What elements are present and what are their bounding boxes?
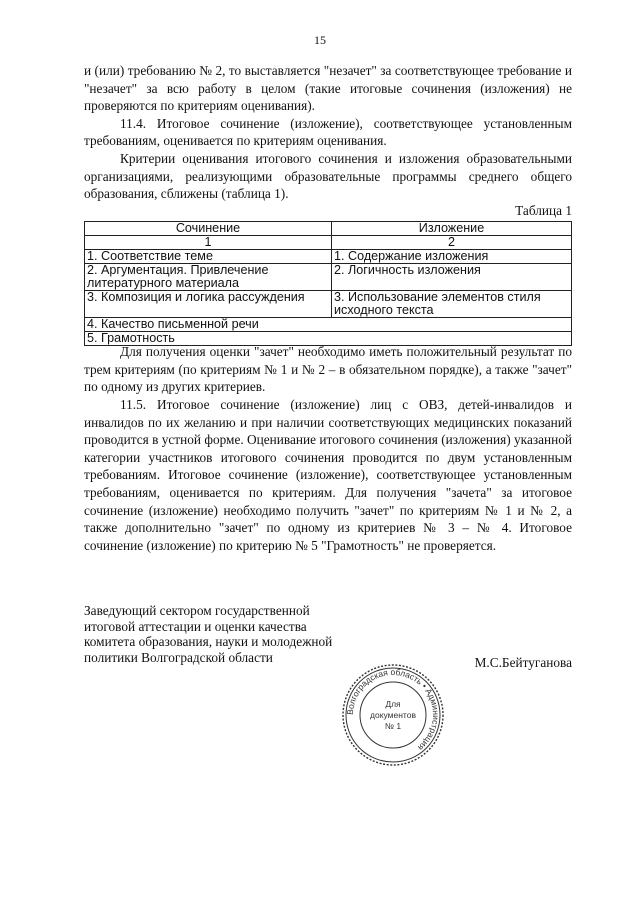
header-essay: Сочинение [85, 222, 332, 236]
signatory-name: М.С.Бейтуганова [474, 655, 572, 670]
table-cell: 5. Грамотность [85, 332, 572, 346]
stamp-center-line: документов [370, 710, 416, 720]
column-number-2: 2 [332, 236, 572, 250]
signature-position-line: Заведующий сектором государственной [84, 603, 310, 618]
paragraph-11-4: 11.4. Итоговое сочинение (изложение), соответствующее установленным требованиям, оценивается по критериям оценивания. [84, 115, 572, 149]
signature-position-line: итоговой аттестации и оценки качества [84, 618, 307, 634]
body-text-middle [84, 343, 572, 396]
signature-position-line: политики Волгоградской области [84, 649, 273, 665]
table-row [85, 264, 572, 291]
table-row [85, 250, 572, 264]
page-number: 15 [314, 33, 326, 47]
body-text-top [84, 62, 572, 203]
table-caption: Таблица 1 [515, 203, 572, 218]
table-row [85, 318, 572, 332]
header-summary: Изложение [332, 222, 572, 236]
table-number-row [85, 236, 572, 250]
signature-position-line: комитета образования, науки и молодежной [84, 634, 333, 649]
stamp-center-line: Для [385, 699, 401, 709]
column-number-1: 1 [85, 236, 332, 250]
body-text-bottom [84, 396, 572, 554]
stamp-ring-text: Волгоградская область • Администрация [344, 666, 442, 753]
table-cell: 4. Качество письменной речи [85, 318, 572, 332]
paragraph-pass-rule: Для получения оценки "зачет" необходимо иметь положительный результат по трем критериям (по критериям № 1 и № 2 – в обязательном порядке), а также "зачет" по одному из других критериев. [84, 344, 572, 395]
table-cell: 2. Аргументация. Привлечение литературного материала [85, 264, 332, 291]
table-row [85, 291, 572, 318]
table-cell: 2. Логичность изложения [332, 264, 572, 291]
paragraph-continuation: и (или) требованию № 2, то выставляется "незачет" за соответствующее требование и "незачет" за всю работу в целом (такие итоговые сочинения (изложения) не проверяются по критериям оценивания). [84, 63, 572, 114]
table-cell: 1. Соответствие теме [85, 250, 332, 264]
table-header-row [85, 222, 572, 236]
official-stamp [341, 663, 445, 767]
table-cell: 3. Композиция и логика рассуждения [85, 291, 332, 318]
table-cell: 3. Использование элементов стиля исходного текста [332, 291, 572, 318]
criteria-table [84, 221, 572, 346]
paragraph-11-5: 11.5. Итоговое сочинение (изложение) лиц с ОВЗ, детей-инвалидов и инвалидов по их желанию и при наличии соответствующих медицинских показаний проводится в устной форме. Оценивание итогового сочинения (изложения) указанной категории участников итогового сочинения проводится по двум установленным требованиям. Итоговое сочинение (изложение), соответствующее установленным требованиям, оценивается по критериям. Для получения "зачета" за итоговое сочинение (изложение) необходимо получить "зачет" по критериям № 1 и № 2, а также дополнительно "зачет" по одному из критериев № 3 – № 4. Итоговое сочинение (изложение) по критерию № 5 "Грамотность" не проверяется. [84, 397, 572, 553]
paragraph-criteria-intro: Критерии оценивания итогового сочинения и изложения образовательными организациями, реализующими образовательные программы среднего общего образования, сближены (таблица 1). [84, 150, 572, 202]
table-cell: 1. Содержание изложения [332, 250, 572, 264]
stamp-center-line: № 1 [384, 721, 402, 731]
